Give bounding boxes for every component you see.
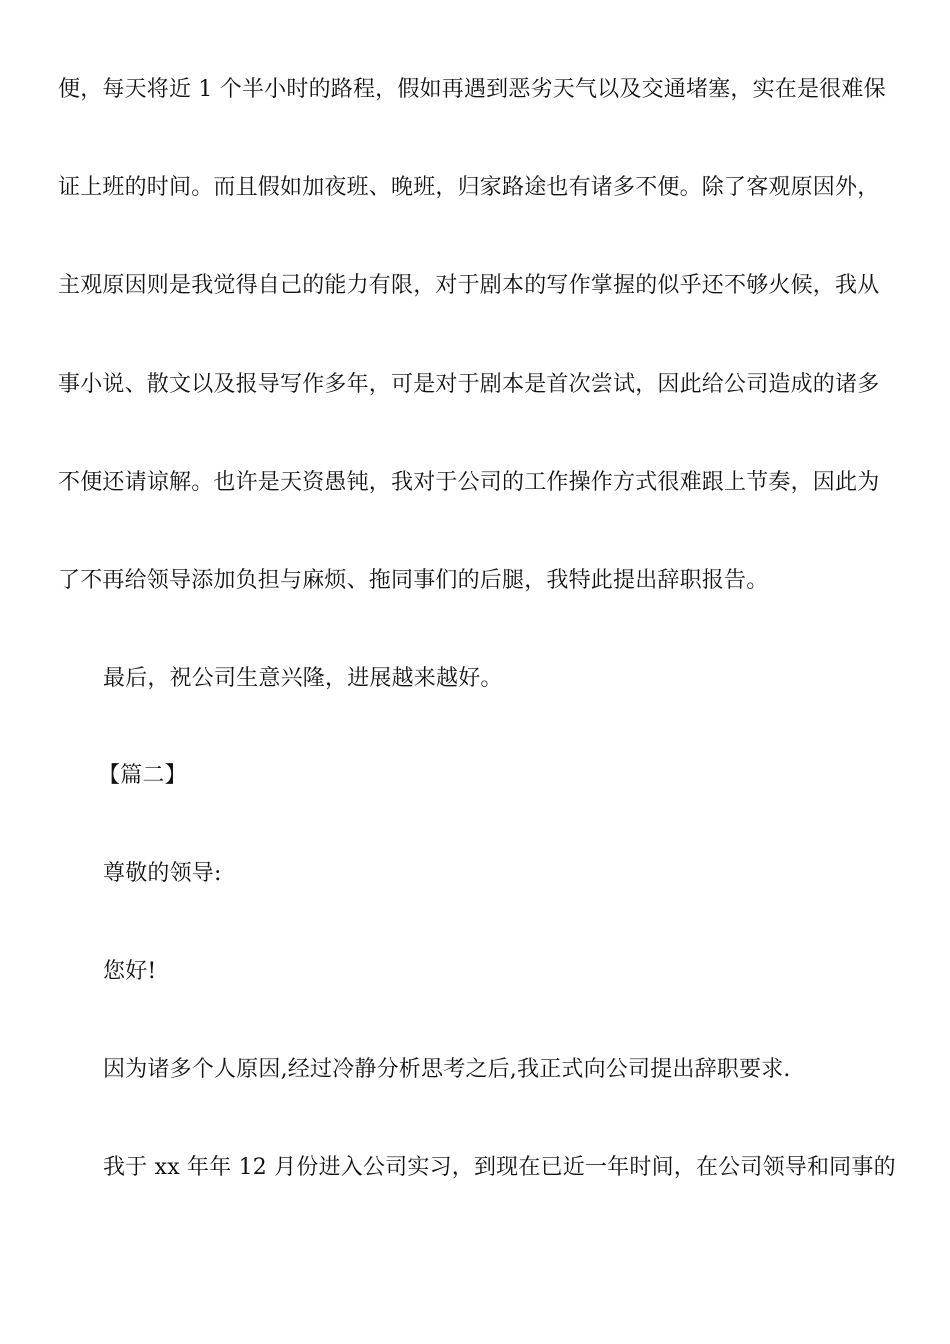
section-heading: 【篇二】: [98, 763, 187, 788]
body-line-5: 不便还请谅解。也许是天资愚钝，我对于公司的工作操作方式很难跟上节奏，因此为: [58, 470, 880, 495]
body-line-3: 主观原因则是我觉得自己的能力有限，对于剧本的写作掌握的似乎还不够火候，我从: [58, 273, 880, 298]
closing-wish: 最后，祝公司生意兴隆，进展越来越好。: [103, 666, 503, 691]
body-line-6: 了不再给领导添加负担与麻烦、拖同事们的后腿，我特此提出辞职报告。: [58, 568, 769, 593]
reason-paragraph: 因为诸多个人原因,经过冷静分析思考之后,我正式向公司提出辞职要求.: [103, 1057, 791, 1082]
greeting: 您好!: [103, 959, 157, 984]
body-line-1: 便，每天将近 1 个半小时的路程，假如再遇到恶劣天气以及交通堵塞，实在是很难保: [58, 77, 886, 102]
body-line-4: 事小说、散文以及报导写作多年，可是对于剧本是首次尝试，因此给公司造成的诸多: [58, 372, 880, 397]
intro-paragraph: 我于 xx 年年 12 月份进入公司实习，到现在已近一年时间，在公司领导和同事的: [103, 1155, 896, 1180]
body-line-2: 证上班的时间。而且假如加夜班、晚班，归家路途也有诸多不便。除了客观原因外，: [58, 175, 880, 200]
salutation: 尊敬的领导:: [103, 861, 222, 886]
